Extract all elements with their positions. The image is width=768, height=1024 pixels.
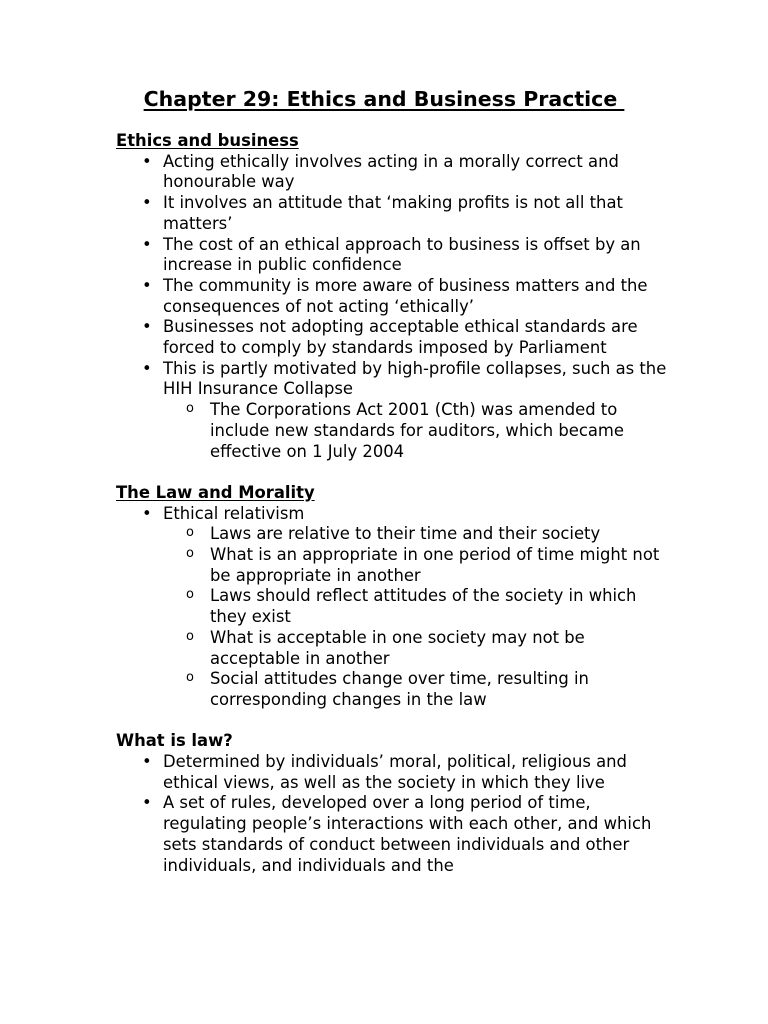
sub-bullet-item — [163, 400, 676, 462]
bullet-item — [116, 504, 676, 711]
section-heading: What is law? — [116, 731, 233, 751]
sub-bullet-marker: o — [186, 401, 194, 417]
bullet-list — [116, 504, 676, 711]
sub-bullet-text: Laws should reflect attitudes of the society in which they exist — [210, 586, 637, 627]
sub-bullet-list — [163, 524, 676, 710]
sub-bullet-marker: o — [186, 525, 194, 541]
sub-bullet-text: Laws are relative to their time and their society — [210, 524, 601, 544]
bullet-item — [116, 752, 676, 793]
bullet-item — [116, 359, 676, 463]
bullet-text: Ethical relativism — [163, 503, 305, 523]
bullet-marker: • — [142, 193, 152, 213]
sub-bullet-item — [163, 586, 676, 627]
sub-bullet-item — [163, 628, 676, 669]
page-title: Chapter 29: Ethics and Business Practice — [143, 87, 625, 111]
bullet-item — [116, 193, 676, 234]
bullet-list — [116, 152, 676, 463]
sub-bullet-marker: o — [186, 587, 194, 603]
sub-bullet-text: What is acceptable in one society may not be acceptable in another — [210, 627, 585, 668]
bullet-marker: • — [142, 752, 152, 772]
bullet-marker: • — [142, 793, 152, 813]
section-law-and-morality — [116, 483, 676, 711]
section-heading: The Law and Morality — [116, 482, 315, 502]
bullet-marker: • — [142, 151, 152, 171]
sub-bullet-item — [163, 545, 676, 586]
bullet-text: The cost of an ethical approach to business is offset by an increase in public confidence — [163, 234, 641, 275]
sub-bullet-marker: o — [186, 670, 194, 686]
section-heading: Ethics and business — [116, 131, 299, 150]
sub-bullet-marker: o — [186, 546, 194, 562]
sub-bullet-item — [163, 669, 676, 710]
sub-bullet-text: The Corporations Act 2001 (Cth) was amended to include new standards for auditors, which became effective on 1 July 2004 — [210, 400, 624, 461]
bullet-item — [116, 235, 676, 276]
document-body — [116, 131, 676, 876]
sub-bullet-marker: o — [186, 628, 194, 644]
bullet-list — [116, 752, 676, 876]
bullet-text: This is partly motivated by high-profile collapses, such as the HIH Insurance Collapse — [163, 358, 667, 399]
bullet-text: Determined by individuals’ moral, political, religious and ethical views, as well as the society in which they live — [163, 752, 627, 792]
bullet-text: Acting ethically involves acting in a morally correct and honourable way — [163, 151, 619, 192]
sub-bullet-list — [163, 400, 676, 462]
section-what-is-law — [116, 731, 676, 876]
section-ethics-and-business — [116, 131, 676, 462]
bullet-item — [116, 793, 676, 876]
bullet-marker: • — [142, 234, 152, 254]
bullet-marker: • — [142, 358, 152, 378]
bullet-item — [116, 317, 676, 358]
bullet-text: Businesses not adopting acceptable ethical standards are forced to comply by standards imposed by Parliament — [163, 317, 638, 358]
bullet-item — [116, 276, 676, 317]
bullet-text: The community is more aware of business matters and the consequences of not acting ‘ethically’ — [163, 275, 648, 316]
bullet-text: It involves an attitude that ‘making profits is not all that matters’ — [163, 193, 623, 233]
sub-bullet-text: What is an appropriate in one period of time might not be appropriate in another — [210, 545, 660, 585]
sub-bullet-item — [163, 524, 676, 545]
bullet-marker: • — [142, 503, 152, 523]
bullet-item — [116, 152, 676, 193]
bullet-marker: • — [142, 275, 152, 295]
bullet-text: A set of rules, developed over a long period of time, regulating people’s interactions with each other, and which sets standards of conduct between individuals and other individuals, and individuals and the — [163, 793, 652, 875]
bullet-marker: • — [142, 317, 152, 337]
sub-bullet-text: Social attitudes change over time, resulting in corresponding changes in the law — [210, 669, 589, 709]
